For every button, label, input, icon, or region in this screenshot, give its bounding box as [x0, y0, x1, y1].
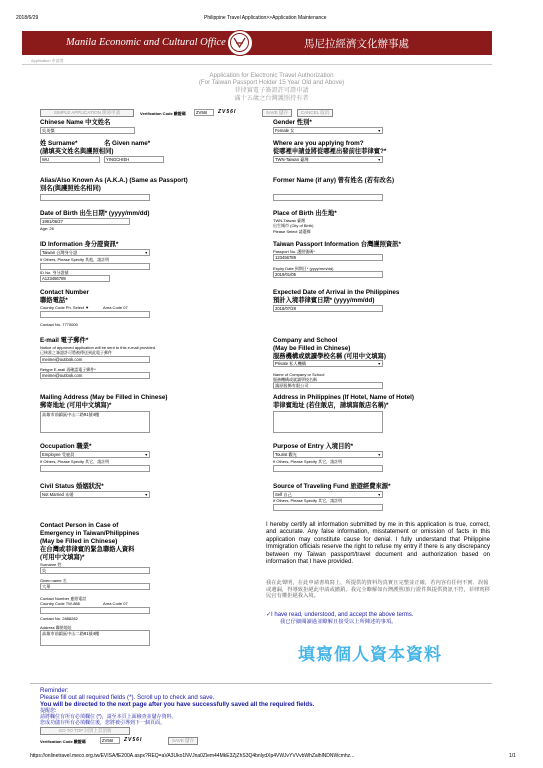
mailing-address-textarea[interactable]: 高雄市前鎮區中山二路91號4樓	[40, 411, 150, 433]
alias-label-zh: 別名(與護照姓名相同)	[40, 185, 101, 192]
given-name-label: 名 Given name*	[104, 140, 151, 147]
contact-label-zh: 聯絡電話*	[40, 297, 68, 304]
emergency-contact-label: Contact Number 連絡電話	[40, 596, 87, 601]
breadcrumb: Application 申請書	[31, 58, 64, 63]
occupation-select[interactable]: Employee 受雇員 ▼	[40, 451, 150, 458]
passport-no-label: Passport No. 護照號碼*	[273, 249, 315, 254]
banner-org-zh: 馬尼拉經濟文化辦事處	[304, 38, 409, 50]
pob-country-select[interactable]: TWN-Taiwan 臺灣	[273, 218, 306, 223]
ph-address-label-zh: 菲律賓地址 (若住飯店，請填寫飯店名稱)*	[273, 402, 389, 409]
go-to-top-button[interactable]: GO TO TOP 回到上頁頂端	[40, 727, 130, 735]
fund-hint: If Others, Please Specify 其它，請註明	[273, 498, 343, 503]
applying-from-label: Where are you applying from?	[273, 140, 364, 147]
captcha-image: ZV56I	[218, 109, 237, 115]
reminder-title: Reminder:	[40, 687, 69, 694]
emergency-given-input[interactable]: 大華	[40, 583, 150, 590]
former-name-input[interactable]	[273, 194, 383, 201]
company-label: Company and School	[273, 337, 338, 344]
emergency-country-select[interactable]: Country Code TW-886	[40, 601, 80, 606]
occupation-other-input[interactable]	[40, 465, 150, 472]
company-name-input[interactable]: 鴻原服飾有限公司	[273, 382, 383, 389]
retype-email-label: Retype E-mail 再確認電子郵件*	[40, 367, 96, 372]
pob-label: Place of Birth 出生地*	[273, 210, 337, 217]
email-notice-zh: 已核准之簽證許可將被傳送到此電子郵件	[40, 350, 112, 355]
given-name-input[interactable]: YINGCHIEH	[104, 156, 164, 163]
verification-label: Verification Code 驗證碼	[140, 111, 186, 116]
gender-label: Gender 性別*	[273, 119, 312, 126]
emergency-surname-input[interactable]: 吳	[40, 567, 150, 574]
divider	[22, 64, 492, 65]
dob-label: Date of Birth 出生日期* (yyyy/mm/dd)	[40, 210, 150, 217]
ph-address-textarea[interactable]	[273, 411, 383, 433]
emergency-label-2: Emergency in Taiwan/Philippines	[40, 530, 140, 537]
email-notice: Notice of approved application will be sent to this e-mail provided.	[40, 345, 157, 350]
passport-expiry-input[interactable]: 2019/01/05	[273, 271, 383, 278]
bottom-verification-input[interactable]: ZV56I	[100, 737, 120, 744]
emergency-label-4: 在台灣或菲律賓的緊急聯絡人資料	[40, 546, 135, 553]
gender-select[interactable]: Female 女 ▼	[273, 127, 383, 134]
divider	[30, 683, 492, 684]
simple-application-button[interactable]: SIMPLE APPLICATION 簡易申請	[40, 109, 134, 117]
civil-status-label: Civil Status 婚姻狀況*	[40, 483, 104, 490]
age-display: Age: 26	[40, 226, 54, 231]
banner	[22, 31, 492, 55]
id-type-select[interactable]: Taiwan 台灣身分證 ▼	[40, 249, 150, 256]
contact-country-select[interactable]: Country Code Ph. Select ▼	[40, 305, 90, 310]
company-name-label: Name of Company or School	[273, 372, 325, 377]
emergency-label-5: (可用中文填寫)*	[40, 554, 85, 561]
cancel-button[interactable]: CANCEL 取消	[297, 109, 333, 117]
form-subtitle: (For Taiwan Passport Holder 15 Year Old and Above)	[198, 79, 345, 86]
company-label-2: (May be Filled in Chinese)	[273, 345, 351, 352]
alias-input[interactable]	[40, 194, 150, 201]
emergency-label-3: (May be Filled in Chinese)	[40, 538, 118, 545]
mailing-address-label-zh: 郵寄地址 (可用中文填寫)*	[40, 402, 112, 409]
reminder-title-zh: 提醒您:	[40, 708, 57, 714]
reminder-line-2: You will be directed to the next page after you have successfully saved all the required fields.	[40, 701, 315, 708]
occupation-label: Occupation 職業*	[40, 443, 92, 450]
chinese-name-input[interactable]: 吳英傑	[40, 127, 135, 134]
emergency-given-label: Given name 名	[40, 578, 67, 583]
arrival-date-label-zh: 預計入境菲律賓日期* (yyyy/mm/dd)	[273, 297, 375, 304]
company-name-label-zh: 服務機構或就讀學校名稱	[273, 377, 317, 382]
arrival-date-input[interactable]: 2018/07/28	[273, 305, 383, 312]
chinese-name-label: Chinese Name 中文姓名	[40, 119, 111, 126]
dob-input[interactable]: 1991/06/27	[40, 218, 130, 225]
retype-email-input[interactable]: meimei@outlook.com	[40, 372, 150, 379]
emergency-address-textarea[interactable]: 高雄市前鎮區中山二路91號4樓	[40, 630, 150, 646]
purpose-hint: If Others, Please Specify 其它，請註明	[273, 459, 343, 464]
emergency-area-code[interactable]: Area Code 07	[103, 601, 128, 606]
meco-seal-icon	[227, 30, 253, 56]
print-url: https://onlinetravel.meco.org.tw/EVISA/fE200A.aspx?REQ=aVA3Uko1NVJna0Zlem44MkE3ZjZhS3Q4bnlydXp4VWJvYVVvbWhZalhlNDNWcmhz...	[30, 753, 355, 759]
surname-hint: (請填英文姓名與護照相同)	[40, 148, 114, 155]
company-label-zh: 服務機構或就讀學校名稱 (可用中文填寫)	[273, 353, 386, 360]
form-title: Application for Electronic Travel Authorization	[209, 72, 334, 79]
passport-expiry-label: Expiry Date 到期日* (yyyy/mm/dd)	[273, 266, 334, 271]
emergency-address-label: Address 聯絡地址	[40, 625, 72, 630]
certification-text-zh: 我在此聲明，在此申請書填寫上，所提供的資料均真實且完整並正確，若內容有任何不實、誤報或遺漏，得導致拒絕此申請或撤銷。我完全瞭解如台灣護照/旅行證件與提供資訊不符，菲律賓移民官有權拒絕我入境。	[266, 580, 490, 600]
emergency-contact-row[interactable]	[40, 607, 150, 614]
passport-label: Taiwan Passport Information 台灣護照資訊*	[273, 241, 401, 248]
surname-input[interactable]: WU	[40, 156, 100, 163]
ph-address-label: Address in Philippines (If Hotel, Name of Hotel)	[273, 394, 414, 401]
reminder-line-zh-2: 您成功儲存所有必填欄位後，您將被引導到下一個頁面。	[40, 720, 166, 726]
id-type-hint: If Others, Please Specify 其他，請註明	[40, 257, 110, 262]
agree-text-zh: 我已仔細閱讀過並瞭解且接受以上所陳述的事項。	[280, 619, 397, 625]
former-name-label: Former Name (if any) 曾有姓名 (若有改名)	[273, 177, 395, 184]
id-no-input[interactable]: A123456789	[40, 275, 110, 282]
fund-label: Source of Traveling Fund 旅遊經費來源*	[273, 483, 391, 490]
reminder-line-1: Please fill out all required fields (*). Scroll up to check and save.	[40, 694, 215, 701]
pob-city-hint: 出生城市 (City of Birth)	[273, 223, 314, 228]
purpose-other-input[interactable]	[273, 465, 383, 472]
emergency-surname-label: Surname 姓	[40, 562, 62, 567]
id-no-label: ID No. 身分證號	[40, 270, 69, 275]
purpose-label: Purpose of Entry 入境目的*	[273, 443, 354, 450]
alias-label: Alias/Also Known As (A.K.A.) (Same as Passport)	[40, 177, 188, 184]
applying-from-label-zh: 從哪裡申請並將從哪裡出發前往菲律賓?*	[273, 148, 387, 155]
purpose-select[interactable]: Tourist 觀光 ▼	[273, 451, 383, 458]
fund-other-input[interactable]	[273, 504, 383, 511]
save-button[interactable]: SAVE 儲存	[262, 109, 292, 117]
passport-no-input[interactable]: 123456789	[273, 254, 383, 261]
fund-select[interactable]: Self 自己 ▼	[273, 491, 383, 498]
civil-status-select[interactable]: Not Married 未婚 ▼	[40, 491, 150, 498]
print-title: Philippine Travel Application>>Application Maintenance	[204, 15, 327, 21]
surname-label: 姓 Surname*	[40, 140, 78, 147]
id-other-input[interactable]	[40, 263, 150, 270]
contact-no-input[interactable]: Contact No. 7770000	[40, 322, 78, 327]
reminder-line-zh-1: 請將欄位有所有必填欄位 (*)，請至本頁上面檢查並儲存資料。	[40, 714, 177, 720]
contact-row-input[interactable]	[40, 311, 150, 318]
mailing-address-label: Mailing Address (May be Filled in Chinese)	[40, 394, 168, 401]
id-info-label: ID Information 身分證資訊*	[40, 241, 119, 248]
applying-from-select[interactable]: TWN-Taiwan 臺灣 ▼	[273, 156, 383, 163]
form-subtitle-zh: 滿十五歲之台灣護照持有者	[234, 95, 309, 102]
pob-city-select[interactable]: Please Select 請選擇	[273, 229, 311, 234]
print-page-number: 1/1	[509, 753, 516, 759]
verification-input[interactable]: ZV56I	[194, 109, 214, 116]
contact-area-code[interactable]: Area Code 07	[103, 305, 128, 310]
occupation-hint: If Others, Please Specify 其它，請註明	[40, 459, 110, 464]
arrival-date-label: Expected Date of Arrival in the Philippines	[273, 289, 400, 296]
form-title-zh: 菲律賓電子簽證許可證申請	[234, 87, 309, 94]
email-label: E-mail 電子郵件*	[40, 337, 89, 344]
certification-text: I hereby certify all information submitted by me in this application is true, correct, and accurate. Any false information, misstatement or omission of facts in this application may constitute cause for denial. I fully understand that Philippine Immigration officials reserve the right to refuse my entry if there is any discrepancy between my Taiwan passport/travel document and authorization based on information that I have provided.	[266, 521, 490, 566]
contact-label: Contact Number	[40, 289, 89, 296]
print-date: 2018/6/29	[16, 15, 39, 21]
bottom-captcha-image: ZV56I	[124, 737, 143, 743]
annotation-overlay: 填寫個人資本資料	[298, 645, 442, 664]
bottom-save-button[interactable]: SAVE 儲存	[168, 737, 198, 745]
emergency-contact-no[interactable]: Contact No. 2888282	[40, 616, 78, 621]
email-input[interactable]: meimei@outlook.com	[40, 356, 150, 363]
emergency-label-1: Contact Person in Case of	[40, 522, 119, 529]
company-type-select[interactable]: Private 私人機構 ▼	[273, 360, 383, 367]
banner-org-en: Manila Economic and Cultural Office	[66, 37, 226, 48]
agree-checkbox[interactable]: ✓I have read, understood, and accept the above terms.	[266, 612, 414, 618]
bottom-verification-label: Verification Code 驗證碼	[40, 739, 86, 744]
